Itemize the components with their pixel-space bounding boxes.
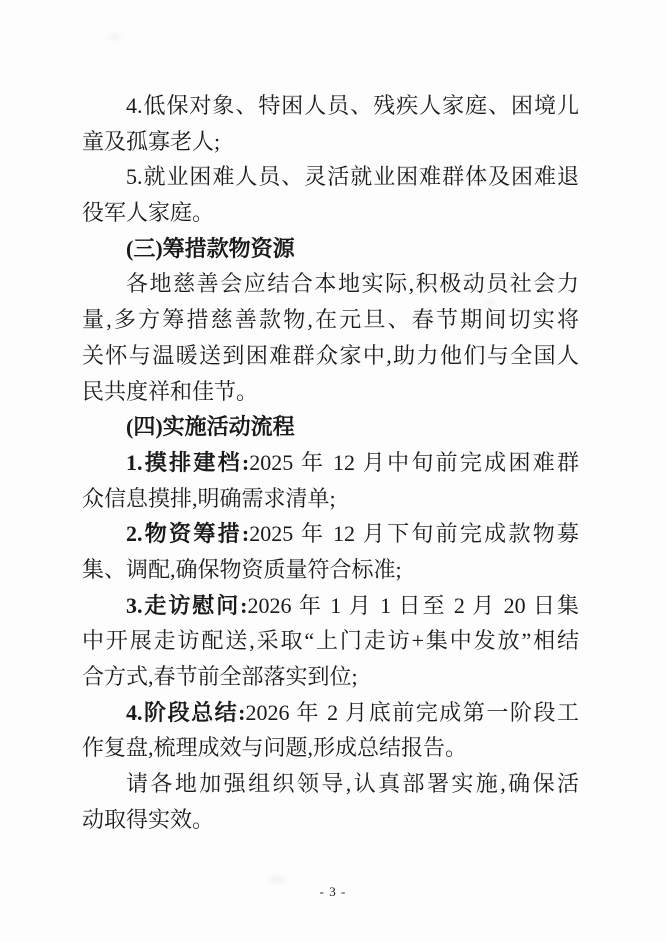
text-segment: 量,多方筹措慈善款物,在元旦、春节期间切实将 [82,307,579,333]
text-segment: 2025 年 12 月下旬前完成款物募 [249,521,579,547]
page-number: - 3 - [319,884,347,899]
text-line [82,730,579,766]
text-segment: 2025 年 12 月中旬前完成困难群 [249,449,579,475]
scan-smudge [108,34,122,40]
bold-text-segment: 4.阶段总结: [126,699,246,725]
bold-text-segment: 3.走访慰问: [126,592,248,618]
text-segment: 集、调配,确保物资质量符合标准; [82,556,402,582]
text-segment: 2026 年 1 月 1 日至 2 月 20 日集 [247,592,579,618]
text-line [82,409,579,445]
text-segment: 2026 年 2 月底前完成第一阶段工 [245,699,579,725]
text-line [82,159,579,195]
text-line [82,266,579,302]
text-line [82,481,579,517]
text-line [82,445,579,481]
bold-text-segment: (三)筹措款物资源 [126,235,295,261]
text-line [82,766,579,802]
text-segment: 民共度祥和佳节。 [82,378,259,404]
text-segment: 请各地加强组织领导,认真部署实施,确保活 [126,771,579,797]
text-segment: 役军人家庭。 [82,200,215,226]
text-line [82,231,579,267]
text-segment: 动取得实效。 [82,806,215,832]
text-line [82,695,579,731]
text-segment: 合方式,春节前全部落实到位; [82,664,358,689]
document-lines [82,88,579,837]
text-line [82,588,579,624]
text-segment: 众信息摸排,明确需求清单; [82,485,336,511]
text-line [82,659,579,695]
text-segment: 童及孤寡老人; [82,128,221,154]
text-line [82,195,579,231]
text-line [82,124,579,160]
bold-text-segment: 2.物资筹措: [126,521,250,547]
text-line [82,338,579,374]
bold-text-segment: (四)实施活动流程 [126,414,295,440]
scan-smudge [268,876,286,883]
text-segment: 关怀与温暖送到困难群众家中,助力他们与全国人 [82,342,579,368]
text-segment: 作复盘,梳理成效与问题,形成总结报告。 [82,735,468,761]
text-line [82,516,579,552]
text-line [82,88,579,124]
text-line [82,802,579,838]
bold-text-segment: 1.摸排建档: [126,449,250,475]
text-segment: 中开展走访配送,采取“上门走访+集中发放”相结 [82,628,579,654]
text-line [82,552,579,588]
text-line [82,302,579,338]
text-line [82,374,579,410]
text-segment: 4.低保对象、特困人员、残疾人家庭、困境儿 [126,93,579,118]
text-segment: 5.就业困难人员、灵活就业困难群体及困难退 [126,164,579,190]
text-line [82,623,579,659]
text-segment: 各地慈善会应结合本地实际,积极动员社会力 [126,271,579,297]
